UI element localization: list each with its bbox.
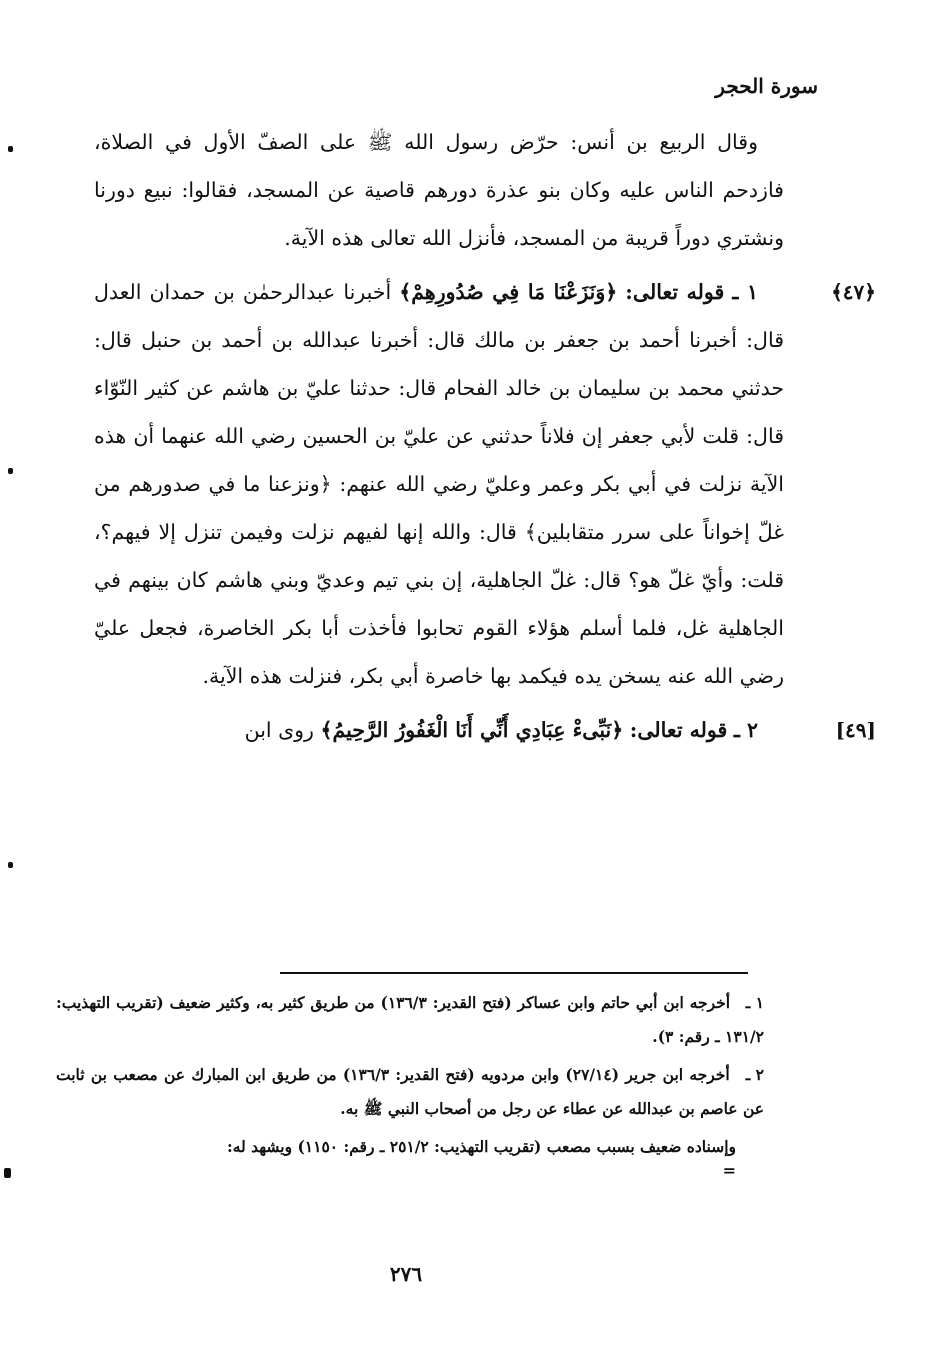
page-number: ٢٧٦ <box>389 1262 423 1286</box>
margin-mark <box>8 146 13 152</box>
quran-quote: ﴿وَنَزَعْنَا مَا فِي صُدُورِهِمْ﴾ <box>399 280 618 304</box>
verse-tag: ﴿٤٧﴾ <box>831 280 876 304</box>
paragraph-body: روى ابن <box>244 718 314 742</box>
footnote-1 <box>56 986 764 1054</box>
footnote-continue-mark: = <box>722 1161 736 1180</box>
paragraph-intro <box>94 118 784 262</box>
footnote-2-continuation <box>56 1130 736 1178</box>
footnotes <box>56 986 764 1182</box>
paragraph-body: أخبرنا عبدالرحمٰن بن حمدان العدل قال: أخبرنا أحمد بن جعفر بن مالك قال: أخبرنا عبدالله بن أحمد بن حنبل قال: حدثني محمد بن سليمان بن خالد الفحام قال: حدثنا عليّ بن هاشم عن كثير النّوّاء قال: قلت لأبي جعفر إن فلاناً حدثني عن عليّ بن الحسين رضي الله عنهما أن هذه الآية نزلت في أبي بكر وعمر وعليّ رضي الله عنهم: ﴿ونزعنا ما في صدورهم من غلّ إخواناً على سرر متقابلين﴾ قال: والله إنها لفيهم نزلت وفيمن تنزل إلا فيهم؟، قلت: وأيّ غلّ هو؟ قال: غلّ الجاهلية، إن بني تيم وعديّ وبني هاشم كان بينهم في الجاهلية غل، فلما أسلم هؤلاء القوم تحابوا فأخذت أبا بكر الخاصرة، فجعل عليّ رضي الله عنه يسخن يده فيكمد بها خاصرة أبي بكر، فنزلت هذه الآية. <box>94 280 784 688</box>
margin-mark <box>8 862 13 868</box>
margin-mark <box>4 1168 11 1178</box>
paragraph-verse-49 <box>94 706 876 754</box>
section-number: ١ ـ <box>732 280 758 304</box>
qawl-label: قوله تعالى: <box>625 280 725 304</box>
footnote-number: ٢ ـ <box>745 1065 764 1084</box>
footnote-2 <box>56 1058 764 1126</box>
quran-quote: ﴿نَبِّىءْ عِبَادِي أَنِّي أَنَا الْغَفُورُ الرَّحِيمُ﴾ <box>320 718 624 742</box>
verse-tag: [٤٩] <box>835 718 876 742</box>
footnote-text: أخرجه ابن جرير (٢٧/١٤) وابن مردويه (فتح القدير: ١٣٦/٣) من طريق ابن المبارك عن مصعب بن ثابت عن عاصم بن عبدالله عن عطاء عن رجل من أصحاب النبي ﷺ به. <box>56 1065 764 1118</box>
main-text <box>28 118 876 760</box>
footnote-divider <box>280 972 748 974</box>
footnote-text: وإسناده ضعيف بسبب مصعب (تقريب التهذيب: ٢٥١/٢ ـ رقم: ١١٥٠) ويشهد له: <box>227 1137 736 1156</box>
section-number: ٢ ـ <box>733 718 758 742</box>
qawl-label: قوله تعالى: <box>629 718 728 742</box>
running-header: سورة الحجر <box>715 74 818 98</box>
margin-mark <box>8 468 13 474</box>
paragraph-body: وقال الربيع بن أنس: حرّض رسول الله ﷺ على الصفّ الأول في الصلاة، فازدحم الناس عليه وكان بنو عذرة دورهم قاصية عن المسجد، فقالوا: نبيع دورنا ونشتري دوراً قريبة من المسجد، فأنزل الله تعالى هذه الآية. <box>94 130 784 250</box>
paragraph-verse-47 <box>94 268 876 700</box>
footnote-text: أخرجه ابن أبي حاتم وابن عساكر (فتح القدير: ١٣٦/٣) من طريق كثير به، وكثير ضعيف (تقريب التهذيب: ١٣١/٢ ـ رقم: ٣). <box>56 993 764 1046</box>
footnote-number: ١ ـ <box>745 993 764 1012</box>
